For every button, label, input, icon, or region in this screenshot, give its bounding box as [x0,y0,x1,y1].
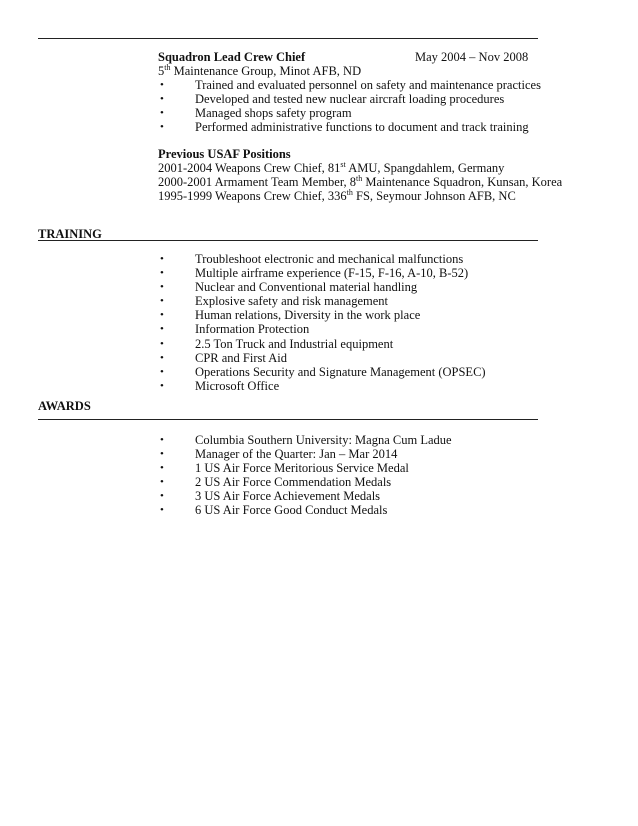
bullet-icon: • [160,309,164,322]
list-item: • 2 US Air Force Commendation Medals [160,475,392,490]
position-line: 1995-1999 Weapons Crew Chief, 336th FS, Seymour Johnson AFB, NC [158,188,516,203]
bullet-icon: • [160,107,164,120]
list-item: • Explosive safety and risk management [160,294,388,309]
list-item: • Nuclear and Conventional material handling [160,280,418,295]
bullet-icon: • [160,351,164,364]
list-item: • Multiple airframe experience (F-15, F-16, A-10, B-52) [160,266,469,281]
list-item: • Performed administrative functions to document and track training [160,120,529,135]
list-item: • Information Protection [160,322,310,337]
list-item: • Developed and tested new nuclear aircraft loading procedures [160,92,505,107]
bullet-icon: • [160,462,164,475]
bullet-icon: • [160,253,164,265]
bullet-icon: • [160,379,164,392]
job-unit [158,64,361,78]
list-item: • Columbia Southern University: Magna Cum Ladue [160,433,452,447]
list-item: • CPR and First Aid [160,350,288,365]
list-item: • Human relations, Diversity in the work place [160,308,421,323]
list-item: • Manager of the Quarter: Jan – Mar 2014 [160,447,398,462]
bullet-icon: • [160,121,164,134]
list-item: • Operations Security and Signature Management (OPSEC) [160,364,486,379]
bullet-icon: • [160,337,164,350]
bullet-icon: • [160,476,164,489]
unit-prefix: 5 [158,64,165,78]
job-title: Squadron Lead Crew Chief [158,50,306,64]
list-item: • 1 US Air Force Meritorious Service Medal [160,461,409,476]
list-item: • Troubleshoot electronic and mechanical malfunctions [160,252,464,266]
training-divider [38,240,538,241]
bullet-icon: • [160,448,164,461]
bullet-icon: • [160,295,164,308]
top-divider [38,38,538,39]
awards-heading: AWARDS [38,399,91,413]
bullet-icon: • [160,323,164,336]
bullet-icon: • [160,504,164,517]
bullet-icon: • [160,79,164,91]
awards-divider [38,419,538,420]
job-bullets [160,78,541,134]
list-item: • 3 US Air Force Achievement Medals [160,489,381,504]
unit-sup: th [164,63,171,72]
bullet-icon: • [160,365,164,378]
unit-rest: Maintenance Group, Minot AFB, ND [170,64,362,78]
list-item: • 6 US Air Force Good Conduct Medals [160,503,388,518]
job-dates: May 2004 – Nov 2008 [415,50,529,64]
list-item: • Trained and evaluated personnel on safety and maintenance practices [160,78,541,92]
bullet-icon: • [160,93,164,106]
list-item: • Managed shops safety program [160,106,352,121]
training-heading: TRAINING [38,227,102,241]
bullet-icon: • [160,490,164,503]
bullet-icon: • [160,434,164,446]
list-item: • 2.5 Ton Truck and Industrial equipment [160,336,394,351]
position-line: 2001-2004 Weapons Crew Chief, 81st AMU, Spangdahlem, Germany [158,160,505,175]
position-line: 2000-2001 Armament Team Member, 8th Maintenance Squadron, Kunsan, Korea [158,174,563,189]
training-list [160,252,486,393]
bullet-icon: • [160,267,164,280]
previous-heading: Previous USAF Positions [158,147,291,161]
list-item: • Microsoft Office [160,378,280,393]
bullet-icon: • [160,281,164,294]
awards-list [160,433,452,518]
